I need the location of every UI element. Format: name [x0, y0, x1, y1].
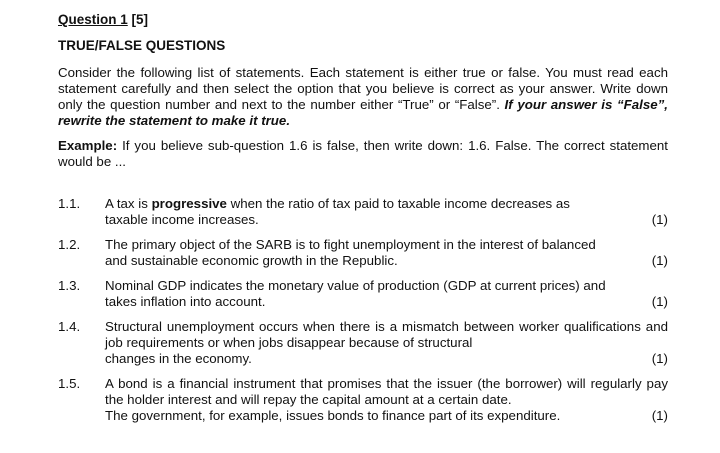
statement-item-1-4	[58, 319, 668, 367]
statement-mark: (1)	[651, 212, 668, 227]
example-text: If you believe sub-question 1.6 is false, then write down: 1.6. False. The correct statement would be ...	[58, 138, 668, 169]
example-label: Example:	[58, 138, 118, 153]
statement-item-1-2	[58, 237, 668, 269]
statement-number: 1.2.	[58, 237, 81, 252]
statement-mark: (1)	[651, 351, 668, 366]
statement-text-part: A bond is a financial instrument that promises that the issuer (the borrower) will regularly pay the holder interest and will repay the capital amount at a certain date.	[105, 376, 668, 407]
statement-mark: (1)	[651, 408, 668, 423]
statement-text	[105, 376, 668, 408]
statement-number: 1.5.	[58, 376, 81, 391]
statement-text-part: when the ratio of tax paid to taxable income decreases as	[226, 196, 570, 211]
statement-text-part: changes in the economy.	[105, 351, 252, 366]
statement-last-line	[105, 294, 668, 310]
statement-text-part: Structural unemployment occurs when there is a mismatch between worker qualifications and job requirements or when jobs disappear because of structural	[105, 319, 668, 350]
example-paragraph	[58, 138, 668, 170]
statement-last-line	[105, 212, 668, 228]
section-title: TRUE/FALSE QUESTIONS	[58, 38, 226, 53]
statement-mark: (1)	[651, 253, 668, 268]
statement-last-line	[105, 351, 668, 367]
statement-item-1-5	[58, 376, 668, 424]
statement-text-part: Nominal GDP indicates the monetary value of production (GDP at current prices) and	[105, 278, 606, 293]
statement-text-part: and sustainable economic growth in the Republic.	[105, 253, 398, 268]
statement-mark: (1)	[651, 294, 668, 309]
instructions-emphasis: If your answer is “False”, rewrite the statement to make it true.	[58, 97, 668, 128]
statement-number: 1.1.	[58, 196, 81, 211]
statement-text	[105, 237, 668, 253]
statement-text	[105, 196, 668, 212]
question-title: Question 1	[58, 12, 128, 27]
instructions-paragraph	[58, 65, 668, 129]
statement-number: 1.4.	[58, 319, 81, 334]
statement-text	[105, 278, 668, 294]
statement-text-part: taxable income increases.	[105, 212, 259, 227]
statement-text-part: The primary object of the SARB is to fight unemployment in the interest of balanced	[105, 237, 596, 252]
statement-text-part: takes inflation into account.	[105, 294, 266, 309]
statement-item-1-1	[58, 196, 668, 228]
statement-item-1-3	[58, 278, 668, 310]
statement-number: 1.3.	[58, 278, 81, 293]
question-marks: [5]	[131, 12, 149, 27]
statement-text	[105, 319, 668, 351]
statement-last-line	[105, 408, 668, 424]
question-header	[58, 12, 668, 28]
statement-last-line	[105, 253, 668, 269]
instructions-text: Consider the following list of statements. Each statement is either true or false. You must read each statement carefully and then select the option that you believe is correct as your answer. Write down only the question number and next to the number either “True” or “False”.	[58, 65, 668, 112]
statement-text-part: A tax is	[105, 196, 152, 211]
statement-list	[58, 196, 668, 424]
statement-text-part: The government, for example, issues bonds to finance part of its expenditure.	[105, 408, 561, 423]
statement-bold-term: progressive	[151, 196, 227, 211]
